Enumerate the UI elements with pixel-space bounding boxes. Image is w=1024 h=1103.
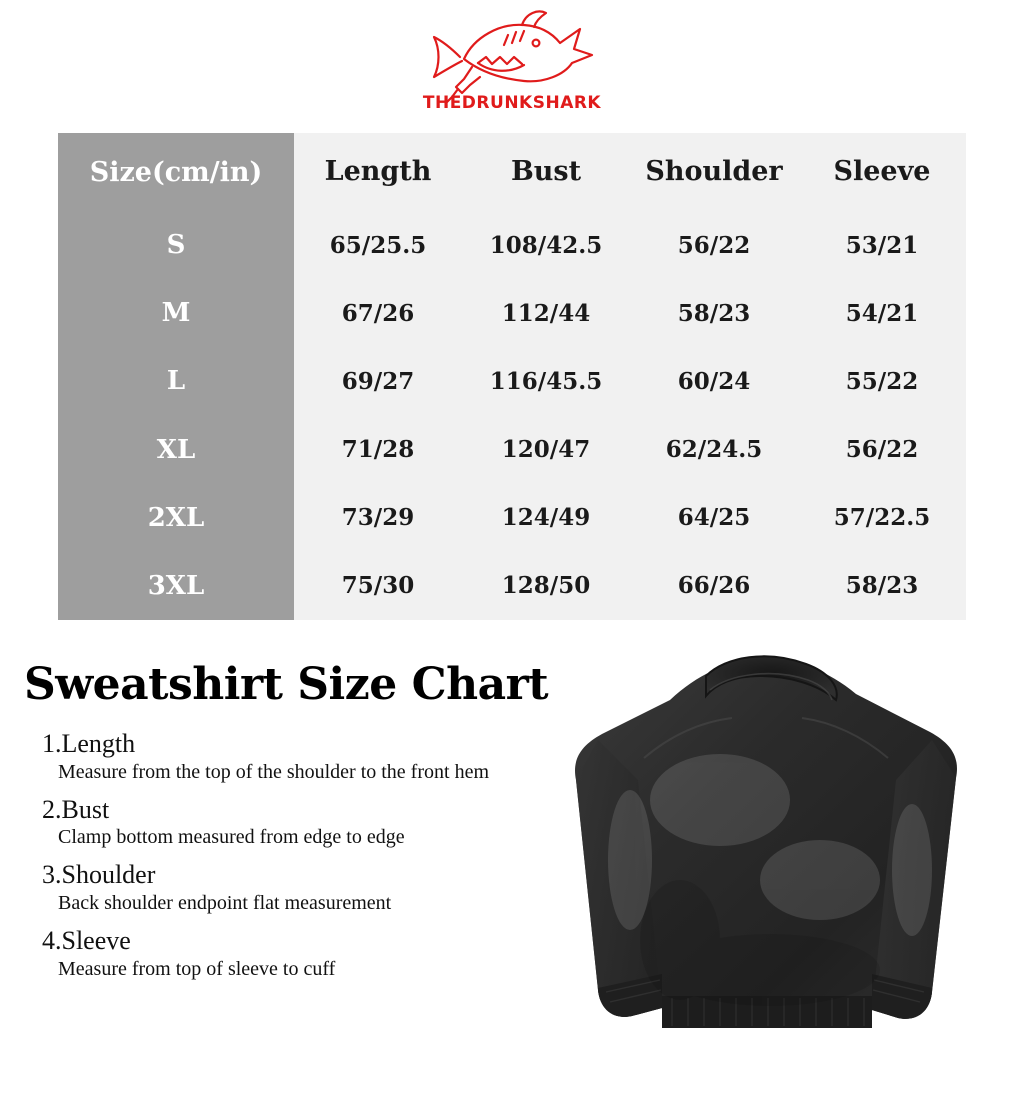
guide-item-description: Measure from the top of the shoulder to the front hem xyxy=(58,760,489,783)
brand-name: THEDRUNKSHARK xyxy=(422,93,602,113)
cell-length: 65/25.5 xyxy=(329,231,427,259)
table-row xyxy=(58,552,966,620)
table-row xyxy=(58,347,966,415)
table-row xyxy=(58,279,966,347)
size-table-container xyxy=(58,133,966,620)
cell-shoulder: 56/22 xyxy=(677,231,751,259)
brand-logo xyxy=(0,6,1024,116)
size-label: 2XL xyxy=(58,484,294,552)
cell-bust: 128/50 xyxy=(501,572,591,600)
page-title: Sweatshirt Size Chart xyxy=(24,659,549,710)
size-table xyxy=(58,133,966,620)
cell-shoulder: 66/26 xyxy=(677,572,751,600)
cell-shoulder: 64/25 xyxy=(677,504,751,532)
table-row xyxy=(58,416,966,484)
guide-item-bust xyxy=(20,796,550,850)
cell-bust: 112/44 xyxy=(501,299,591,327)
size-label: S xyxy=(58,211,294,279)
cell-length: 71/28 xyxy=(341,436,415,464)
guide-item-description: Clamp bottom measured from edge to edge xyxy=(58,826,405,849)
cell-length: 75/30 xyxy=(341,572,415,600)
guide-item-heading: 1.Length xyxy=(42,729,136,759)
size-label: XL xyxy=(58,416,294,484)
column-header-bust: Bust xyxy=(510,156,582,188)
table-row xyxy=(58,484,966,552)
cell-sleeve: 57/22.5 xyxy=(833,504,931,532)
cell-sleeve: 56/22 xyxy=(845,436,919,464)
cell-bust: 124/49 xyxy=(501,504,591,532)
product-image xyxy=(520,640,1020,1090)
table-header-row xyxy=(58,133,966,211)
size-label: M xyxy=(58,279,294,347)
cell-shoulder: 62/24.5 xyxy=(665,436,763,464)
size-label: 3XL xyxy=(58,552,294,620)
sweatshirt-illustration xyxy=(520,640,1020,1090)
table-corner-header: Size(cm/in) xyxy=(58,133,294,211)
cell-sleeve: 55/22 xyxy=(845,367,919,395)
column-header-sleeve: Sleeve xyxy=(833,156,931,188)
guide-item-shoulder xyxy=(20,861,550,915)
guide-item-heading: 3.Shoulder xyxy=(42,860,156,890)
cell-bust: 108/42.5 xyxy=(489,231,603,259)
cell-shoulder: 60/24 xyxy=(677,367,751,395)
size-label: L xyxy=(58,347,294,415)
guide-item-sleeve xyxy=(20,927,550,981)
guide-item-heading: 4.Sleeve xyxy=(42,925,131,955)
column-header-shoulder: Shoulder xyxy=(645,156,783,188)
guide-item-length xyxy=(20,730,550,784)
guide-item-heading: 2.Bust xyxy=(42,794,110,824)
cell-sleeve: 53/21 xyxy=(845,231,919,259)
cell-sleeve: 58/23 xyxy=(845,572,919,600)
cell-bust: 120/47 xyxy=(501,436,591,464)
cell-sleeve: 54/21 xyxy=(845,299,919,327)
cell-length: 69/27 xyxy=(341,367,415,395)
guide-item-description: Back shoulder endpoint flat measurement xyxy=(58,891,392,914)
cell-length: 67/26 xyxy=(341,299,415,327)
measurement-guide xyxy=(20,659,550,993)
column-header-length: Length xyxy=(324,156,432,188)
cell-shoulder: 58/23 xyxy=(677,299,751,327)
guide-item-description: Measure from top of sleeve to cuff xyxy=(58,957,336,980)
cell-length: 73/29 xyxy=(341,504,415,532)
cell-bust: 116/45.5 xyxy=(489,367,603,395)
table-row xyxy=(58,211,966,279)
